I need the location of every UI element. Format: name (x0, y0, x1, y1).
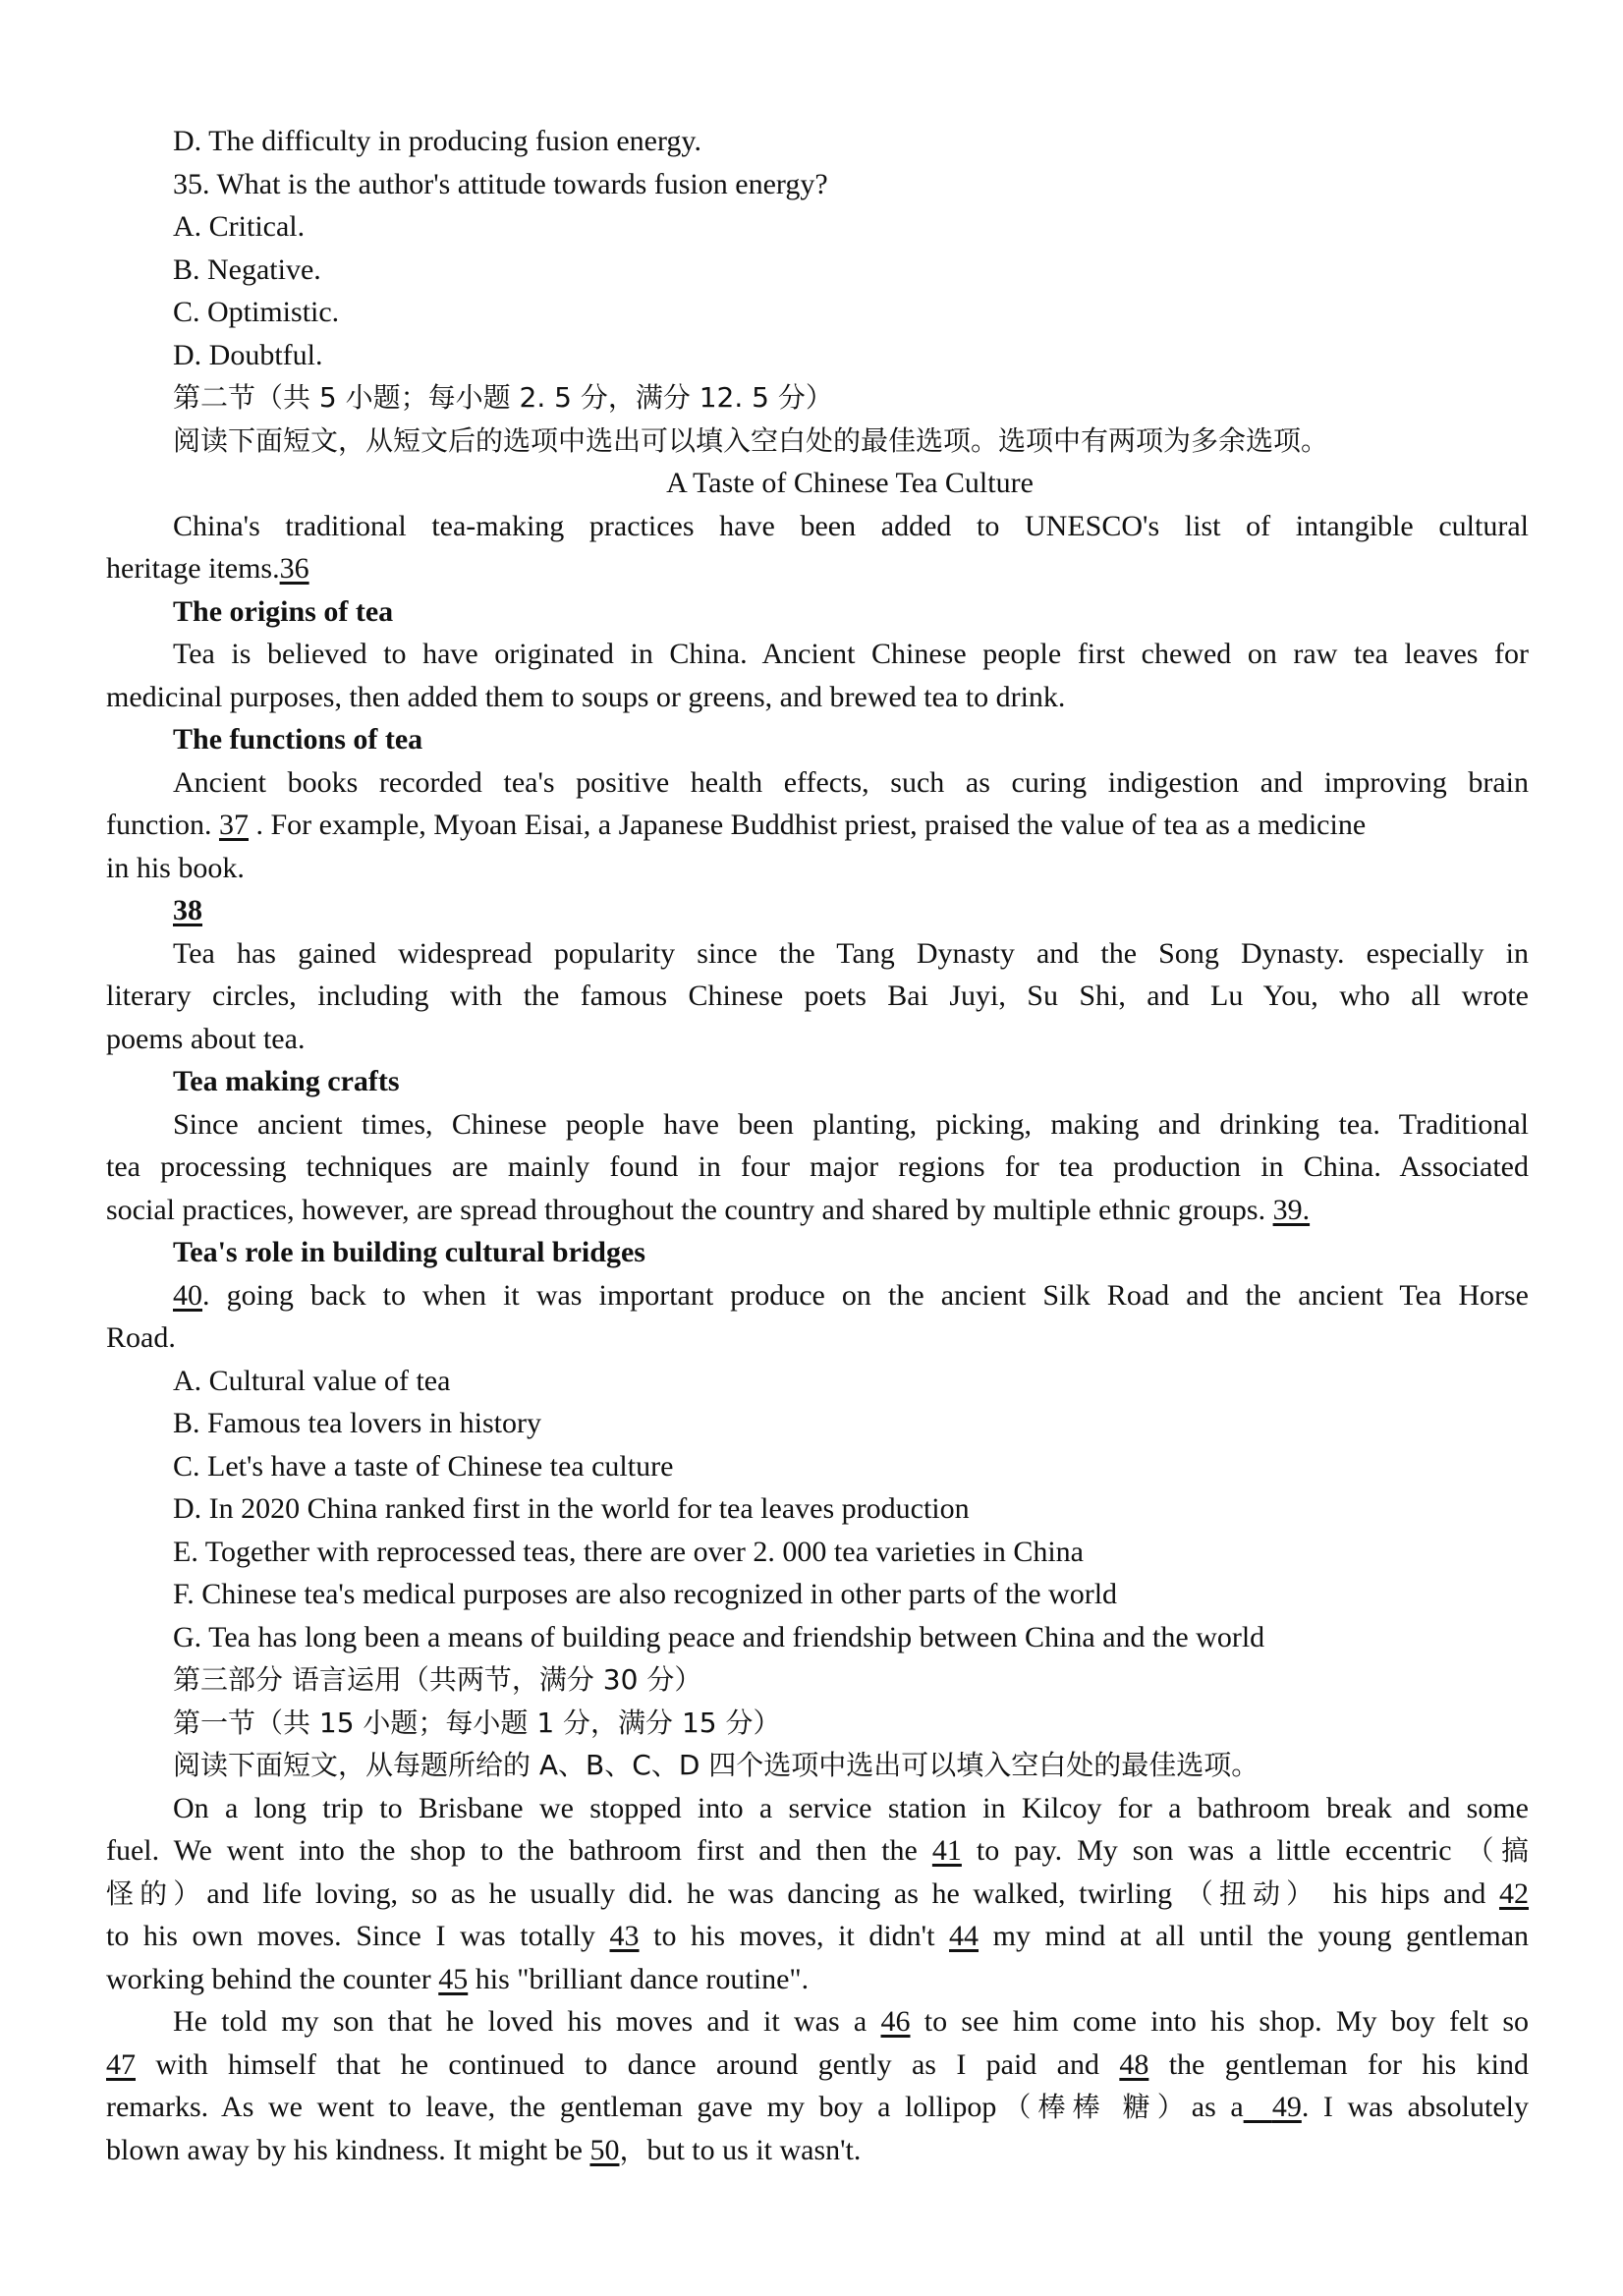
blank-44: 44 (949, 1920, 979, 1952)
p2-line-1: He told my son that he loved his moves and it was a 46 to see him come into his shop. My boy felt so (173, 2005, 1529, 2038)
q35-option-d: D. Doubtful. (173, 339, 323, 371)
p2-line-3: remarks. As we went to leave, the gentleman gave my boy a lollipop（棒棒 糖）as a 49. I was absolutely (106, 2091, 1529, 2123)
blank-39: 39. (1272, 1194, 1311, 1226)
p1-line-5: working behind the counter 45 his "brilliant dance routine". (106, 1963, 810, 1995)
blank-36: 36 (279, 552, 309, 585)
bridges-line-2: Road. (106, 1321, 176, 1354)
p1-line-4: to his own moves. Since I was totally 43 to his moves, it didn't 44 my mind at all until the young gentleman (106, 1920, 1530, 1952)
blank-41: 41 (931, 1834, 962, 1867)
part3-instruction: 阅读下面短文，从每题所给的 A、B、C、D 四个选项中选出可以填入空白处的最佳选项。 (173, 1749, 1259, 1781)
crafts-line-2: tea processing techniques are mainly found in four major regions for tea production in China. Associated (106, 1150, 1529, 1183)
option-b: B. Famous tea lovers in history (173, 1407, 541, 1439)
blank-48: 48 (1119, 2048, 1149, 2081)
option-e: E. Together with reprocessed teas, there are over 2. 000 tea varieties in China (173, 1536, 1084, 1568)
option-c: C. Let's have a taste of Chinese tea culture (173, 1450, 674, 1483)
option-f: F. Chinese tea's medical purposes are also recognized in other parts of the world (173, 1578, 1118, 1610)
bridges-line-1: 40. going back to when it was important produce on the ancient Silk Road and the ancient Tea Horse (173, 1279, 1529, 1312)
p1-line-1: On a long trip to Brisbane we stopped into a service station in Kilcoy for a bathroom break and some (173, 1792, 1529, 1824)
section2-instruction: 阅读下面短文，从短文后的选项中选出可以填入空白处的最佳选项。选项中有两项为多余选项。 (173, 424, 1329, 457)
section2-header: 第二节（共 5 小题；每小题 2. 5 分，满分 12. 5 分） (173, 381, 833, 414)
heading-functions: The functions of tea (173, 723, 423, 756)
option-d: D. In 2020 China ranked first in the world for tea leaves production (173, 1492, 970, 1525)
blank-46: 46 (880, 2005, 911, 2038)
blank-38-heading: 38 (173, 894, 202, 926)
origins-line-2: medicinal purposes, then added them to soups or greens, and brewed tea to drink. (106, 681, 1066, 713)
p38-line-3: poems about tea. (106, 1023, 306, 1055)
passage-title: A Taste of Chinese Tea Culture (666, 467, 1034, 499)
heading-origins: The origins of tea (173, 595, 394, 628)
p2-line-4: blown away by his kindness. It might be 50，but to us it wasn't. (106, 2134, 862, 2166)
p38-line-2: literary circles, including with the famous Chinese poets Bai Juyi, Su Shi, and Lu You, who all wrote (106, 980, 1529, 1012)
part3-header: 第三部分 语言运用（共两节，满分 30 分） (173, 1663, 702, 1696)
functions-line-1: Ancient books recorded tea's positive health effects, such as curing indigestion and improving brain (173, 766, 1529, 799)
p1-line-3: 怪的）and life loving, so as he usually did. he was dancing as he walked, twirling （扭动） his hips and 42 (106, 1877, 1529, 1910)
crafts-line-3: social practices, however, are spread throughout the country and shared by multiple ethnic groups. 39. (106, 1194, 1311, 1226)
blank-40: 40 (173, 1279, 202, 1312)
blank-50: 50 (589, 2134, 620, 2166)
blank-49: 49 (1271, 2091, 1302, 2123)
q35-option-a: A. Critical. (173, 210, 306, 243)
p1-line-2: fuel. We went into the shop to the bathroom first and then the 41 to pay. My son was a little eccentric （搞 (106, 1834, 1530, 1867)
blank-45: 45 (438, 1963, 469, 1995)
functions-line-3: in his book. (106, 852, 245, 884)
heading-crafts: Tea making crafts (173, 1065, 400, 1097)
q35-question: 35. What is the author's attitude towards fusion energy? (173, 168, 828, 200)
blank-37: 37 (218, 809, 249, 841)
origins-line-1: Tea is believed to have originated in China. Ancient Chinese people first chewed on raw tea leaves for (173, 638, 1529, 670)
part3-section1-header: 第一节（共 15 小题；每小题 1 分，满分 15 分） (173, 1707, 781, 1739)
heading-bridges: Tea's role in building cultural bridges (173, 1236, 645, 1268)
intro-line-2: heritage items.36 (106, 552, 309, 585)
functions-line-2: function. 37 . For example, Myoan Eisai, a Japanese Buddhist priest, praised the value of tea as a medicine (106, 809, 1367, 841)
blank-42: 42 (1498, 1877, 1529, 1910)
blank-43: 43 (609, 1920, 640, 1952)
option-a: A. Cultural value of tea (173, 1365, 451, 1397)
blank-47: 47 (106, 2048, 136, 2081)
intro-line-1: China's traditional tea-making practices have been added to UNESCO's list of intangible cultural (173, 510, 1529, 542)
p2-line-2: 47 with himself that he continued to dance around gently as I paid and 48 the gentleman for his kind (106, 2048, 1530, 2081)
q35-option-b: B. Negative. (173, 253, 321, 286)
option-g: G. Tea has long been a means of building peace and friendship between China and the world (173, 1621, 1265, 1653)
q34-option-d: D. The difficulty in producing fusion energy. (173, 125, 701, 157)
q35-option-c: C. Optimistic. (173, 296, 340, 328)
crafts-line-1: Since ancient times, Chinese people have been planting, picking, making and drinking tea. Traditional (173, 1108, 1529, 1141)
p38-line-1: Tea has gained widespread popularity since the Tang Dynasty and the Song Dynasty. especially in (173, 937, 1529, 970)
